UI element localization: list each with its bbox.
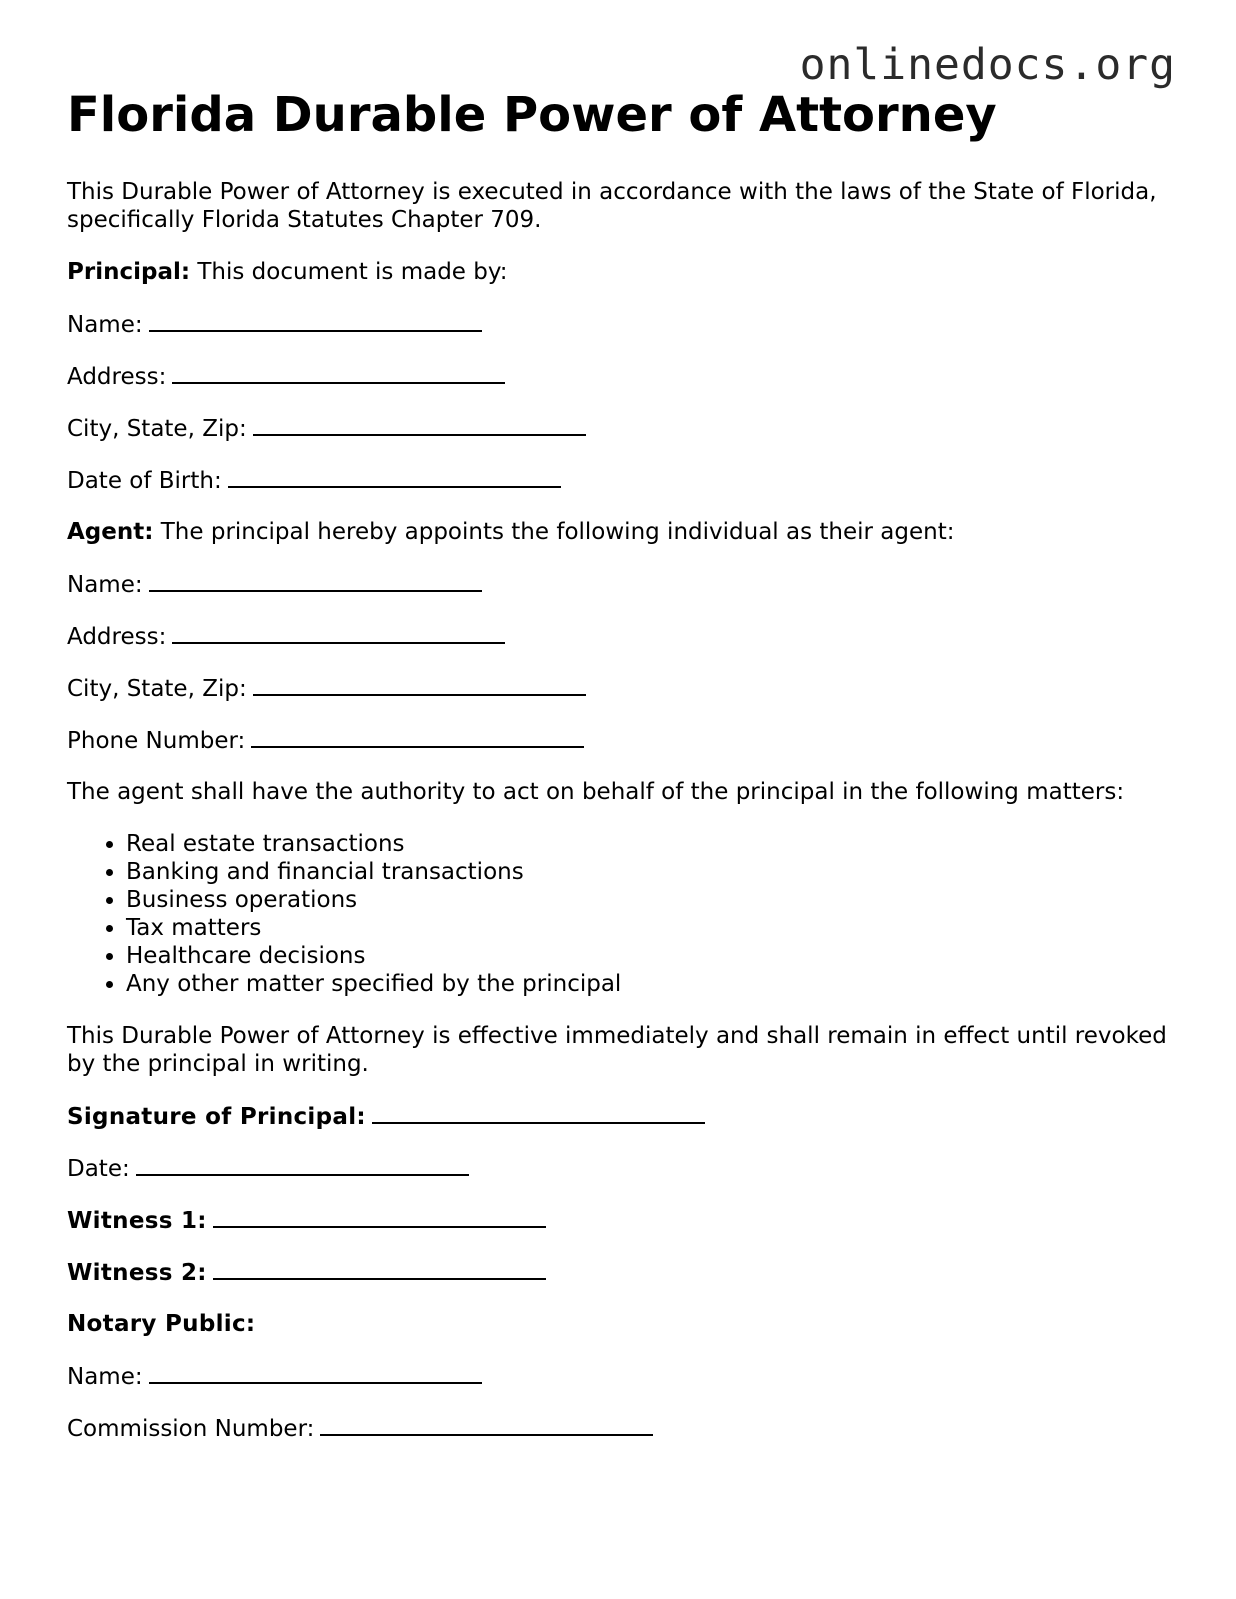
principal-name-label: Name: xyxy=(67,312,143,338)
agent-phone-label: Phone Number: xyxy=(67,728,246,754)
agent-city-field xyxy=(67,674,1177,702)
principal-text: This document is made by: xyxy=(197,259,508,285)
document-body xyxy=(67,86,1177,1466)
agent-text: The principal hereby appoints the following individual as their agent: xyxy=(160,519,955,545)
agent-address-field xyxy=(67,622,1177,650)
witness2-blank[interactable] xyxy=(213,1258,546,1280)
authority-paragraph: The agent shall have the authority to act on behalf of the principal in the following matters: xyxy=(67,779,1125,805)
agent-phone-field xyxy=(67,726,1177,754)
effective-paragraph: This Durable Power of Attorney is effective immediately and shall remain in effect until revoked by the principal in writing. xyxy=(67,1023,1167,1077)
principal-signature-label: Signature of Principal: xyxy=(67,1104,366,1130)
agent-name-field xyxy=(67,570,1177,598)
principal-signature-blank[interactable] xyxy=(372,1102,705,1124)
agent-section xyxy=(67,518,1177,546)
principal-name-blank[interactable] xyxy=(149,310,482,332)
principal-dob-field xyxy=(67,466,1177,494)
list-item: • Healthcare decisions xyxy=(126,942,1177,970)
principal-heading: Principal: xyxy=(67,259,191,285)
principal-city-field xyxy=(67,414,1177,442)
principal-city-blank[interactable] xyxy=(253,414,586,436)
witness1-field xyxy=(67,1206,1177,1234)
date-blank[interactable] xyxy=(136,1154,469,1176)
list-item: • Real estate transactions xyxy=(126,830,1177,858)
agent-address-label: Address: xyxy=(67,624,167,650)
notary-name-field xyxy=(67,1362,1177,1390)
agent-name-blank[interactable] xyxy=(149,570,482,592)
date-label: Date: xyxy=(67,1156,130,1182)
agent-city-label: City, State, Zip: xyxy=(67,676,247,702)
principal-address-blank[interactable] xyxy=(172,362,505,384)
agent-address-blank[interactable] xyxy=(172,622,505,644)
witness2-label: Witness 2: xyxy=(67,1260,207,1286)
intro-paragraph: This Durable Power of Attorney is executed in accordance with the laws of the State of Florida, specifically Florida Statutes Chapter 709. xyxy=(67,179,1157,233)
watermark: onlinedocs.org xyxy=(799,40,1176,90)
witness2-field xyxy=(67,1258,1177,1286)
list-item: • Business operations xyxy=(126,886,1177,914)
notary-commission-field xyxy=(67,1414,1177,1442)
principal-section xyxy=(67,258,1177,286)
witness1-blank[interactable] xyxy=(213,1206,546,1228)
matters-list xyxy=(67,830,1177,998)
agent-name-label: Name: xyxy=(67,572,143,598)
principal-dob-label: Date of Birth: xyxy=(67,468,222,494)
date-field xyxy=(67,1154,1177,1182)
agent-phone-blank[interactable] xyxy=(251,726,584,748)
list-item: • Any other matter specified by the principal xyxy=(126,970,1177,998)
notary-heading-row xyxy=(67,1310,1177,1338)
principal-signature-field xyxy=(67,1102,1177,1130)
notary-name-label: Name: xyxy=(67,1364,143,1390)
list-item: • Tax matters xyxy=(126,914,1177,942)
notary-name-blank[interactable] xyxy=(149,1362,482,1384)
principal-dob-blank[interactable] xyxy=(228,466,561,488)
witness1-label: Witness 1: xyxy=(67,1208,207,1234)
agent-heading: Agent: xyxy=(67,519,154,545)
principal-name-field xyxy=(67,310,1177,338)
principal-address-label: Address: xyxy=(67,364,167,390)
principal-address-field xyxy=(67,362,1177,390)
notary-heading: Notary Public: xyxy=(67,1311,256,1337)
agent-city-blank[interactable] xyxy=(253,674,586,696)
list-item: • Banking and financial transactions xyxy=(126,858,1177,886)
notary-commission-label: Commission Number: xyxy=(67,1416,315,1442)
page-title: Florida Durable Power of Attorney xyxy=(67,87,997,143)
notary-commission-blank[interactable] xyxy=(320,1414,653,1436)
principal-city-label: City, State, Zip: xyxy=(67,416,247,442)
